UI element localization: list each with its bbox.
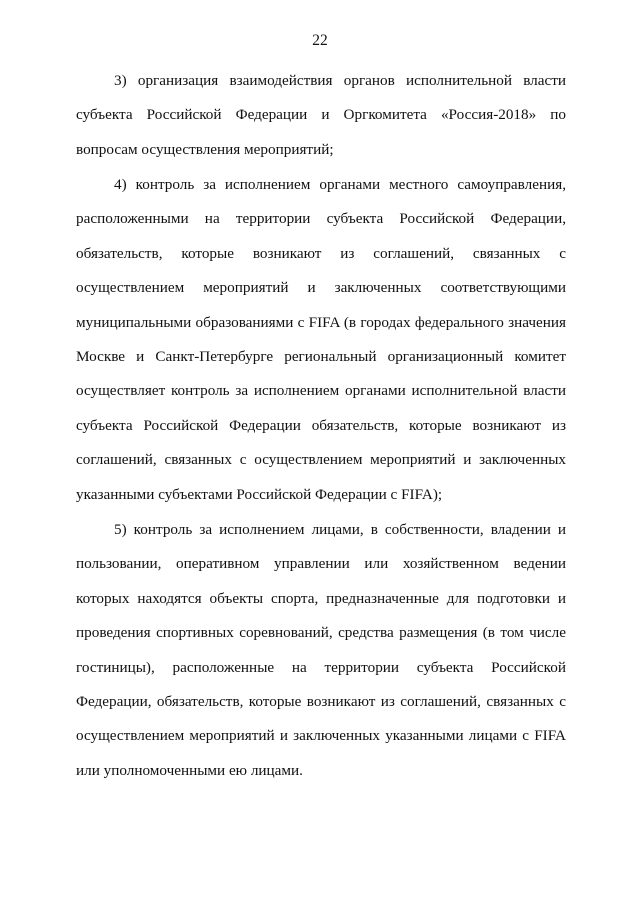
page-number: 22 bbox=[312, 32, 328, 49]
paragraph-item-4: 4) контроль за исполнением органами местного самоуправления, расположенными на территории субъекта Российской Федерации, обязательств, которые возникают из соглашений, связанных с осуществлением мероприятий и заключенных соответствующими муниципальными образованиями с FIFA (в городах федерального значения Москве и Санкт-Петербурге региональный организационный комитет осуществляет контроль за исполнением органами исполнительной власти субъекта Российской Федерации обязательств, которые возникают из соглашений, связанных с осуществлением мероприятий и заключенных указанными субъектами Российской Федерации с FIFA); bbox=[76, 176, 566, 503]
paragraph-item-3: 3) организация взаимодействия органов исполнительной власти субъекта Российской Федерации и Оргкомитета «Россия-2018» по вопросам осуществления мероприятий; bbox=[76, 72, 566, 158]
paragraph-item-5: 5) контроль за исполнением лицами, в собственности, владении и пользовании, оперативном управлении или хозяйственном ведении которых находятся объекты спорта, предназначенные для подготовки и проведения спортивных соревнований, средства размещения (в том числе гостиницы), расположенные на территории субъекта Российской Федерации, обязательств, которые возникают из соглашений, связанных с осуществлением мероприятий и заключенных указанными лицами с FIFA или уполномоченными ею лицами. bbox=[76, 521, 566, 779]
